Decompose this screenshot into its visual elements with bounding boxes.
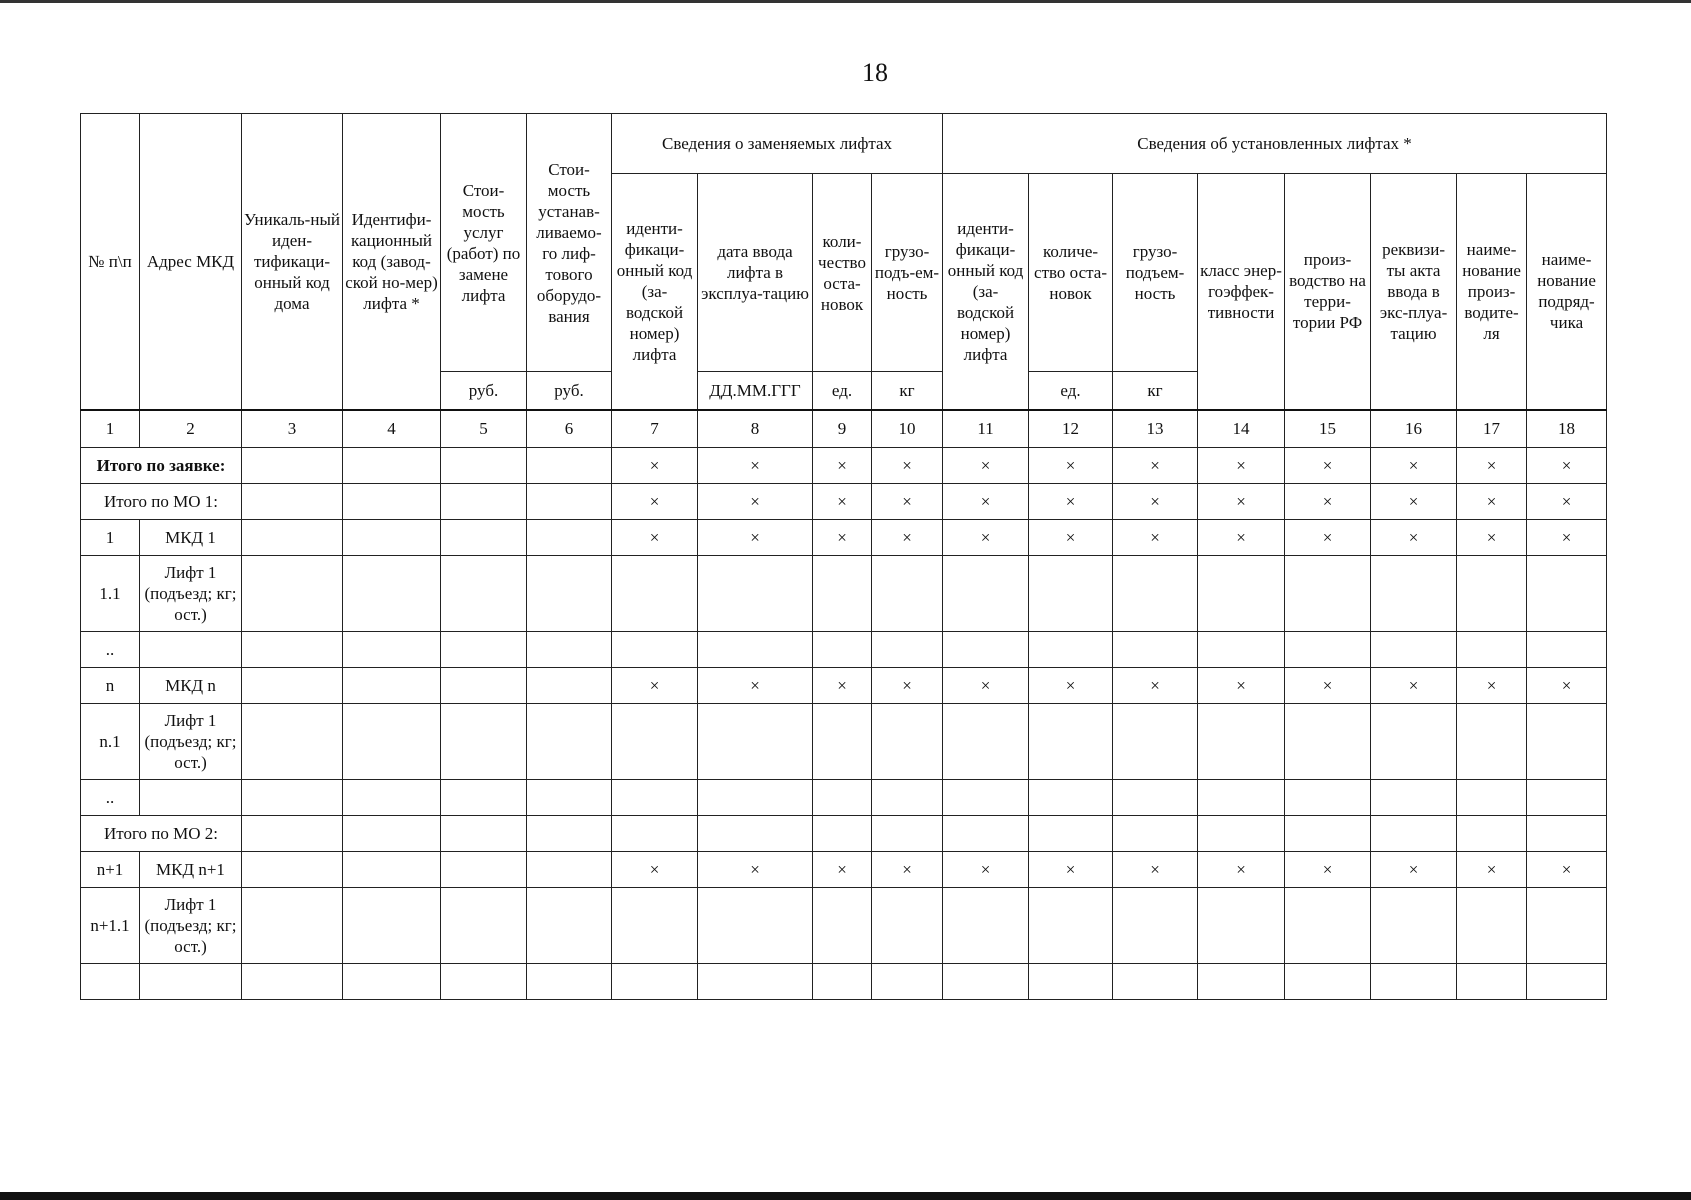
- table-cell: [527, 519, 612, 555]
- table-cell: [1527, 815, 1607, 851]
- header-equipment-cost: Стои-мость устанав-ливаемо-го лиф-тового оборудо-вания: [527, 114, 612, 372]
- table-cell: [1113, 779, 1198, 815]
- column-number: 10: [872, 410, 943, 448]
- table-cell: [1198, 703, 1285, 779]
- cross-mark: ×: [1457, 851, 1527, 887]
- table-cell: [527, 963, 612, 999]
- table-cell: [343, 703, 441, 779]
- row-address: Лифт 1 (подъезд; кг; ост.): [140, 703, 242, 779]
- table-cell: [612, 779, 698, 815]
- row-address: МКД 1: [140, 519, 242, 555]
- lift-replacement-table: [80, 113, 1607, 1000]
- cross-mark: ×: [872, 519, 943, 555]
- unit-installed-capacity: кг: [1113, 372, 1198, 410]
- cross-mark: ×: [1029, 851, 1113, 887]
- column-number: 12: [1029, 410, 1113, 448]
- table-cell: [1198, 631, 1285, 667]
- row-label: Итого по заявке:: [81, 447, 242, 483]
- group-replaced-lifts: Сведения о заменяемых лифтах: [612, 114, 943, 174]
- table-cell: [1285, 815, 1371, 851]
- cross-mark: ×: [612, 851, 698, 887]
- table-row-lift-n1-1: [81, 887, 1607, 963]
- table-cell: [1285, 963, 1371, 999]
- row-number: ..: [81, 779, 140, 815]
- column-number: 5: [441, 410, 527, 448]
- table-cell: [527, 447, 612, 483]
- top-border: [0, 0, 1691, 3]
- column-number: 17: [1457, 410, 1527, 448]
- cross-mark: ×: [1527, 519, 1607, 555]
- cross-mark: ×: [698, 851, 813, 887]
- table-cell: [1527, 555, 1607, 631]
- table-cell: [1457, 703, 1527, 779]
- cross-mark: ×: [1371, 851, 1457, 887]
- table-cell: [1113, 555, 1198, 631]
- cross-mark: ×: [1527, 667, 1607, 703]
- table-cell: [343, 851, 441, 887]
- cross-mark: ×: [1457, 447, 1527, 483]
- table-cell: [698, 779, 813, 815]
- cross-mark: ×: [1113, 447, 1198, 483]
- table-cell: [242, 483, 343, 519]
- table-cell: [242, 815, 343, 851]
- table-cell: [943, 631, 1029, 667]
- table-cell: [343, 631, 441, 667]
- row-address: Лифт 1 (подъезд; кг; ост.): [140, 555, 242, 631]
- header-num: № п\п: [81, 114, 140, 410]
- table-cell: [813, 963, 872, 999]
- table-cell: [872, 815, 943, 851]
- cross-mark: ×: [1457, 519, 1527, 555]
- cross-mark: ×: [813, 483, 872, 519]
- table-cell: [1457, 631, 1527, 667]
- table-cell: [527, 851, 612, 887]
- table-row-ellipsis: [81, 631, 1607, 667]
- page-number: 18: [862, 58, 888, 87]
- cross-mark: ×: [1527, 851, 1607, 887]
- table-cell: [872, 555, 943, 631]
- column-number: 9: [813, 410, 872, 448]
- cross-mark: ×: [1527, 447, 1607, 483]
- cross-mark: ×: [1198, 667, 1285, 703]
- table-cell: [343, 555, 441, 631]
- cross-mark: ×: [872, 667, 943, 703]
- table-cell: [1113, 703, 1198, 779]
- table-cell: [527, 815, 612, 851]
- header-installed-capacity: грузо-подъем-ность: [1113, 174, 1198, 372]
- table-cell: [1371, 703, 1457, 779]
- table-cell: [441, 815, 527, 851]
- table-row-lift-n-1: [81, 703, 1607, 779]
- cross-mark: ×: [1527, 483, 1607, 519]
- table-cell: [943, 963, 1029, 999]
- column-number: 3: [242, 410, 343, 448]
- table-row-mkdn: [81, 667, 1607, 703]
- table-cell: [441, 447, 527, 483]
- cross-mark: ×: [1457, 483, 1527, 519]
- table-cell: [943, 779, 1029, 815]
- cross-mark: ×: [813, 667, 872, 703]
- table-cell: [527, 631, 612, 667]
- cross-mark: ×: [1198, 519, 1285, 555]
- row-number: n+1.1: [81, 887, 140, 963]
- row-address: Лифт 1 (подъезд; кг; ост.): [140, 887, 242, 963]
- column-number: 15: [1285, 410, 1371, 448]
- column-number: 6: [527, 410, 612, 448]
- table-cell: [1527, 703, 1607, 779]
- header-service-cost: Стои-мость услуг (работ) по замене лифта: [441, 114, 527, 372]
- cross-mark: ×: [872, 851, 943, 887]
- table-cell: [1113, 887, 1198, 963]
- table-cell: [1457, 963, 1527, 999]
- cross-mark: ×: [1285, 667, 1371, 703]
- table-cell: [81, 963, 140, 999]
- cross-mark: ×: [698, 483, 813, 519]
- table-cell: [1457, 779, 1527, 815]
- row-label: Итого по МО 1:: [81, 483, 242, 519]
- table-row-mkd1: [81, 519, 1607, 555]
- table-cell: [343, 779, 441, 815]
- table-cell: [1029, 815, 1113, 851]
- table-cell: [698, 887, 813, 963]
- cross-mark: ×: [943, 519, 1029, 555]
- table-cell: [1371, 887, 1457, 963]
- table-cell: [1371, 963, 1457, 999]
- group-installed-lifts: Сведения об установленных лифтах *: [943, 114, 1607, 174]
- column-number: 4: [343, 410, 441, 448]
- header-installed-stops: количе-ство оста-новок: [1029, 174, 1113, 372]
- table-row-ellipsis: [81, 779, 1607, 815]
- table-cell: [1371, 815, 1457, 851]
- table-cell: [872, 887, 943, 963]
- header-installed-code: иденти-фикаци-онный код (за-водской номер) лифта: [943, 174, 1029, 410]
- table-cell: [1457, 815, 1527, 851]
- cross-mark: ×: [1029, 483, 1113, 519]
- cross-mark: ×: [1198, 483, 1285, 519]
- row-label: Итого по МО 2:: [81, 815, 242, 851]
- table-cell: [343, 815, 441, 851]
- table-cell: [1113, 631, 1198, 667]
- table-cell: [698, 815, 813, 851]
- table-row-empty: [81, 963, 1607, 999]
- table-cell: [441, 851, 527, 887]
- table-cell: [943, 555, 1029, 631]
- table-cell: [1029, 631, 1113, 667]
- table-row-lift-1-1: [81, 555, 1607, 631]
- table-cell: [343, 667, 441, 703]
- cross-mark: ×: [1371, 483, 1457, 519]
- cross-mark: ×: [943, 483, 1029, 519]
- table-cell: [1113, 963, 1198, 999]
- table-cell: [343, 963, 441, 999]
- table-cell: [441, 483, 527, 519]
- table-cell: [242, 851, 343, 887]
- table-cell: [943, 815, 1029, 851]
- table-cell: [1285, 779, 1371, 815]
- header-house-code: Уникаль-ный иден-тификаци-онный код дома: [242, 114, 343, 410]
- header-replaced-date: дата ввода лифта в эксплуа-тацию: [698, 174, 813, 372]
- column-number: 11: [943, 410, 1029, 448]
- table-row-total-request: [81, 447, 1607, 483]
- unit-service-cost: руб.: [441, 372, 527, 410]
- cross-mark: ×: [1113, 667, 1198, 703]
- table-cell: [813, 631, 872, 667]
- table-cell: [813, 887, 872, 963]
- header-russian-production: произ-водство на терри-тории РФ: [1285, 174, 1371, 410]
- table-cell: [698, 963, 813, 999]
- table-cell: [698, 631, 813, 667]
- cross-mark: ×: [1285, 483, 1371, 519]
- table-cell: [1198, 779, 1285, 815]
- unit-equipment-cost: руб.: [527, 372, 612, 410]
- table-cell: [527, 703, 612, 779]
- table-cell: [343, 483, 441, 519]
- unit-replaced-stops: ед.: [813, 372, 872, 410]
- cross-mark: ×: [1371, 519, 1457, 555]
- table-cell: [698, 555, 813, 631]
- table-cell: [441, 779, 527, 815]
- table-cell: [612, 631, 698, 667]
- column-number: 14: [1198, 410, 1285, 448]
- table-row-mkdn1: [81, 851, 1607, 887]
- table-cell: [343, 447, 441, 483]
- cross-mark: ×: [1198, 851, 1285, 887]
- row-address: МКД n: [140, 667, 242, 703]
- table-cell: [1371, 555, 1457, 631]
- table-cell: [242, 963, 343, 999]
- table-cell: [343, 519, 441, 555]
- column-number: 13: [1113, 410, 1198, 448]
- cross-mark: ×: [1285, 447, 1371, 483]
- column-number: 7: [612, 410, 698, 448]
- table-cell: [612, 815, 698, 851]
- table-cell: [872, 703, 943, 779]
- column-number: 8: [698, 410, 813, 448]
- table-cell: [140, 631, 242, 667]
- table-cell: [813, 779, 872, 815]
- table-cell: [527, 887, 612, 963]
- cross-mark: ×: [1029, 667, 1113, 703]
- table-cell: [813, 703, 872, 779]
- table-cell: [242, 519, 343, 555]
- table-cell: [612, 703, 698, 779]
- column-number-row: [81, 410, 1607, 448]
- table-cell: [612, 555, 698, 631]
- table-cell: [527, 667, 612, 703]
- table-cell: [242, 887, 343, 963]
- row-number: n: [81, 667, 140, 703]
- cross-mark: ×: [1113, 519, 1198, 555]
- cross-mark: ×: [1371, 447, 1457, 483]
- table-cell: [1527, 963, 1607, 999]
- cross-mark: ×: [872, 447, 943, 483]
- unit-replaced-date: ДД.ММ.ГГГ: [698, 372, 813, 410]
- table-cell: [813, 815, 872, 851]
- row-number: 1: [81, 519, 140, 555]
- table-cell: [943, 703, 1029, 779]
- table-cell: [242, 703, 343, 779]
- row-number: ..: [81, 631, 140, 667]
- table-cell: [527, 483, 612, 519]
- table-cell: [1198, 887, 1285, 963]
- cross-mark: ×: [943, 667, 1029, 703]
- table-cell: [441, 519, 527, 555]
- unit-replaced-capacity: кг: [872, 372, 943, 410]
- table-cell: [1285, 555, 1371, 631]
- table-cell: [527, 555, 612, 631]
- table-row-total-mo2: [81, 815, 1607, 851]
- table-cell: [872, 779, 943, 815]
- table-cell: [1029, 963, 1113, 999]
- cross-mark: ×: [698, 519, 813, 555]
- table-cell: [441, 703, 527, 779]
- header-replaced-capacity: грузо-подъ-ем-ность: [872, 174, 943, 372]
- column-number: 2: [140, 410, 242, 448]
- table-cell: [872, 631, 943, 667]
- unit-installed-stops: ед.: [1029, 372, 1113, 410]
- table-cell: [441, 667, 527, 703]
- table-cell: [343, 887, 441, 963]
- cross-mark: ×: [813, 851, 872, 887]
- table-cell: [1285, 631, 1371, 667]
- cross-mark: ×: [943, 447, 1029, 483]
- cross-mark: ×: [612, 667, 698, 703]
- table-row-total-mo1: [81, 483, 1607, 519]
- header-contractor: наиме-нование подряд-чика: [1527, 174, 1607, 410]
- table-cell: [1029, 779, 1113, 815]
- cross-mark: ×: [612, 519, 698, 555]
- cross-mark: ×: [612, 447, 698, 483]
- table-cell: [1198, 815, 1285, 851]
- table-cell: [1527, 779, 1607, 815]
- cross-mark: ×: [1113, 483, 1198, 519]
- table-cell: [140, 779, 242, 815]
- table-cell: [441, 555, 527, 631]
- cross-mark: ×: [1285, 851, 1371, 887]
- header-energy-class: класс энер-гоэффек-тивности: [1198, 174, 1285, 410]
- row-number: n.1: [81, 703, 140, 779]
- cross-mark: ×: [872, 483, 943, 519]
- table-cell: [1527, 887, 1607, 963]
- cross-mark: ×: [1198, 447, 1285, 483]
- table-cell: [242, 667, 343, 703]
- table-cell: [1029, 703, 1113, 779]
- table-cell: [1029, 887, 1113, 963]
- table-cell: [1113, 815, 1198, 851]
- row-address: МКД n+1: [140, 851, 242, 887]
- table-cell: [1371, 779, 1457, 815]
- table-cell: [1371, 631, 1457, 667]
- table-cell: [872, 963, 943, 999]
- table-cell: [1285, 703, 1371, 779]
- cross-mark: ×: [813, 519, 872, 555]
- cross-mark: ×: [1113, 851, 1198, 887]
- cross-mark: ×: [1457, 667, 1527, 703]
- cross-mark: ×: [1029, 447, 1113, 483]
- table-cell: [1029, 555, 1113, 631]
- bottom-border: [0, 1192, 1691, 1200]
- column-number: 1: [81, 410, 140, 448]
- table-cell: [943, 887, 1029, 963]
- table-cell: [1198, 555, 1285, 631]
- cross-mark: ×: [1285, 519, 1371, 555]
- header-address: Адрес МКД: [140, 114, 242, 410]
- header-lift-code: Идентифи-кационный код (завод-ской но-мер) лифта *: [343, 114, 441, 410]
- table-cell: [441, 963, 527, 999]
- table-cell: [698, 703, 813, 779]
- cross-mark: ×: [1371, 667, 1457, 703]
- table-cell: [441, 887, 527, 963]
- row-number: n+1: [81, 851, 140, 887]
- table-cell: [242, 555, 343, 631]
- cross-mark: ×: [813, 447, 872, 483]
- column-number: 18: [1527, 410, 1607, 448]
- header-manufacturer: наиме-нование произ-водите-ля: [1457, 174, 1527, 410]
- table-cell: [1457, 555, 1527, 631]
- table-cell: [612, 963, 698, 999]
- table-cell: [813, 555, 872, 631]
- cross-mark: ×: [612, 483, 698, 519]
- table-cell: [1198, 963, 1285, 999]
- table-cell: [527, 779, 612, 815]
- table-cell: [612, 887, 698, 963]
- table-cell: [242, 447, 343, 483]
- table-cell: [242, 779, 343, 815]
- cross-mark: ×: [1029, 519, 1113, 555]
- table-cell: [1527, 631, 1607, 667]
- table-cell: [242, 631, 343, 667]
- table-cell: [441, 631, 527, 667]
- table-cell: [1457, 887, 1527, 963]
- header-replaced-code: иденти-фикаци-онный код (за-водской номер) лифта: [612, 174, 698, 410]
- header-replaced-stops: коли-чество оста-новок: [813, 174, 872, 372]
- row-number: 1.1: [81, 555, 140, 631]
- cross-mark: ×: [698, 447, 813, 483]
- table-cell: [1285, 887, 1371, 963]
- cross-mark: ×: [943, 851, 1029, 887]
- column-number: 16: [1371, 410, 1457, 448]
- cross-mark: ×: [698, 667, 813, 703]
- header-commissioning-act: реквизи-ты акта ввода в экс-плуа-тацию: [1371, 174, 1457, 410]
- table-cell: [140, 963, 242, 999]
